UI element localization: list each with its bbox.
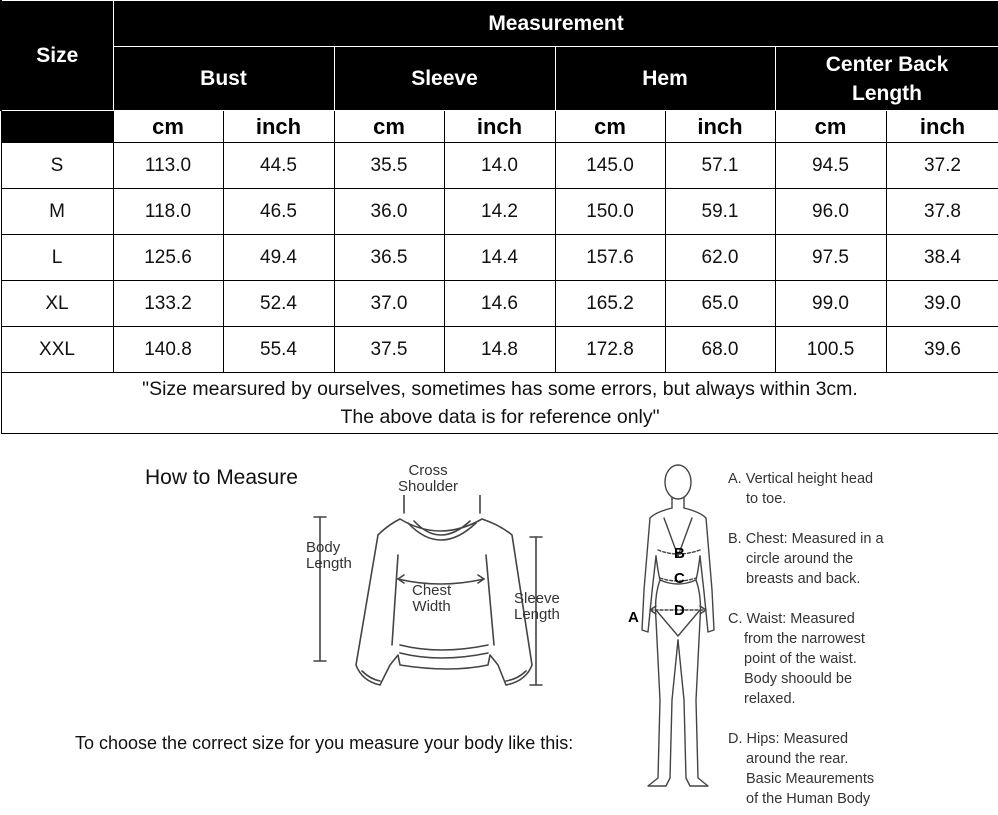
group-header-center-back-length: Center Back Length: [775, 47, 998, 111]
value-cell: 55.4: [223, 327, 334, 373]
value-cell: 118.0: [113, 189, 223, 235]
value-cell: 140.8: [113, 327, 223, 373]
value-cell: 145.0: [555, 143, 665, 189]
unit-header: inch: [223, 111, 334, 143]
disclaimer-note: "Size mearsured by ourselves, sometimes has some errors, but always within 3cm. The above data is for reference only": [1, 373, 998, 434]
unit-header: inch: [444, 111, 555, 143]
table-row: [1, 327, 998, 373]
value-cell: 62.0: [665, 235, 775, 281]
body-length-label: Body Length: [306, 539, 352, 572]
group-header-hem: Hem: [555, 47, 775, 111]
value-cell: 113.0: [113, 143, 223, 189]
value-cell: 36.5: [334, 235, 444, 281]
value-cell: 37.5: [334, 327, 444, 373]
mark-a: A: [628, 609, 639, 626]
value-cell: 59.1: [665, 189, 775, 235]
value-cell: 133.2: [113, 281, 223, 327]
size-cell: XL: [1, 281, 113, 327]
value-cell: 125.6: [113, 235, 223, 281]
value-cell: 36.0: [334, 189, 444, 235]
size-cell: M: [1, 189, 113, 235]
value-cell: 65.0: [665, 281, 775, 327]
group-header-bust: Bust: [113, 47, 334, 111]
value-cell: 37.8: [886, 189, 998, 235]
head: [665, 465, 691, 499]
value-cell: 68.0: [665, 327, 775, 373]
unit-header: cm: [334, 111, 444, 143]
value-cell: 39.0: [886, 281, 998, 327]
value-cell: 46.5: [223, 189, 334, 235]
size-cell: L: [1, 235, 113, 281]
table-row: [1, 189, 998, 235]
unit-header: cm: [113, 111, 223, 143]
value-cell: 57.1: [665, 143, 775, 189]
value-cell: 100.5: [775, 327, 886, 373]
unit-header: cm: [555, 111, 665, 143]
table-row: [1, 143, 998, 189]
value-cell: 49.4: [223, 235, 334, 281]
legend-d: D. Hips: Measured around the rear. Basic Meaurements of the Human Body: [728, 731, 875, 807]
value-cell: 99.0: [775, 281, 886, 327]
value-cell: 35.5: [334, 143, 444, 189]
legend-b: B. Chest: Measured in a circle around the breasts and back.: [728, 531, 884, 587]
size-header: Size: [1, 1, 113, 111]
size-cell: XXL: [1, 327, 113, 373]
value-cell: 52.4: [223, 281, 334, 327]
value-cell: 96.0: [775, 189, 886, 235]
mark-b: B: [674, 545, 685, 562]
value-cell: 38.4: [886, 235, 998, 281]
value-cell: 150.0: [555, 189, 665, 235]
size-header-cell: [1, 111, 113, 143]
value-cell: 94.5: [775, 143, 886, 189]
unit-header: inch: [886, 111, 998, 143]
value-cell: 172.8: [555, 327, 665, 373]
cross-shoulder-label: Cross Shoulder: [398, 462, 459, 495]
how-to-measure-title: How to Measure: [145, 466, 298, 489]
value-cell: 14.0: [444, 143, 555, 189]
value-cell: 39.6: [886, 327, 998, 373]
table-row: [1, 281, 998, 327]
value-cell: 165.2: [555, 281, 665, 327]
chest-width-label: Chest Width: [412, 582, 452, 615]
value-cell: 44.5: [223, 143, 334, 189]
unit-header: inch: [665, 111, 775, 143]
instruction-text: To choose the correct size for you measure your body like this:: [75, 733, 574, 753]
value-cell: 37.0: [334, 281, 444, 327]
human-figure-diagram: [620, 460, 720, 810]
value-cell: 14.2: [444, 189, 555, 235]
value-cell: 37.2: [886, 143, 998, 189]
legend-c: C. Waist: Measured from the narrowest point of the waist. Body shoould be relaxed.: [728, 611, 865, 707]
sleeve-length-label: Sleeve Length: [514, 590, 560, 623]
mark-d: D: [674, 602, 685, 619]
value-cell: 97.5: [775, 235, 886, 281]
value-cell: 14.4: [444, 235, 555, 281]
mark-c: C: [674, 570, 685, 587]
legend-a: A. Vertical height head to toe.: [728, 471, 874, 507]
value-cell: 14.6: [444, 281, 555, 327]
measurement-header: Measurement: [113, 1, 998, 47]
value-cell: 157.6: [555, 235, 665, 281]
group-header-sleeve: Sleeve: [334, 47, 555, 111]
size-cell: S: [1, 143, 113, 189]
value-cell: 14.8: [444, 327, 555, 373]
unit-header: cm: [775, 111, 886, 143]
table-row: [1, 235, 998, 281]
